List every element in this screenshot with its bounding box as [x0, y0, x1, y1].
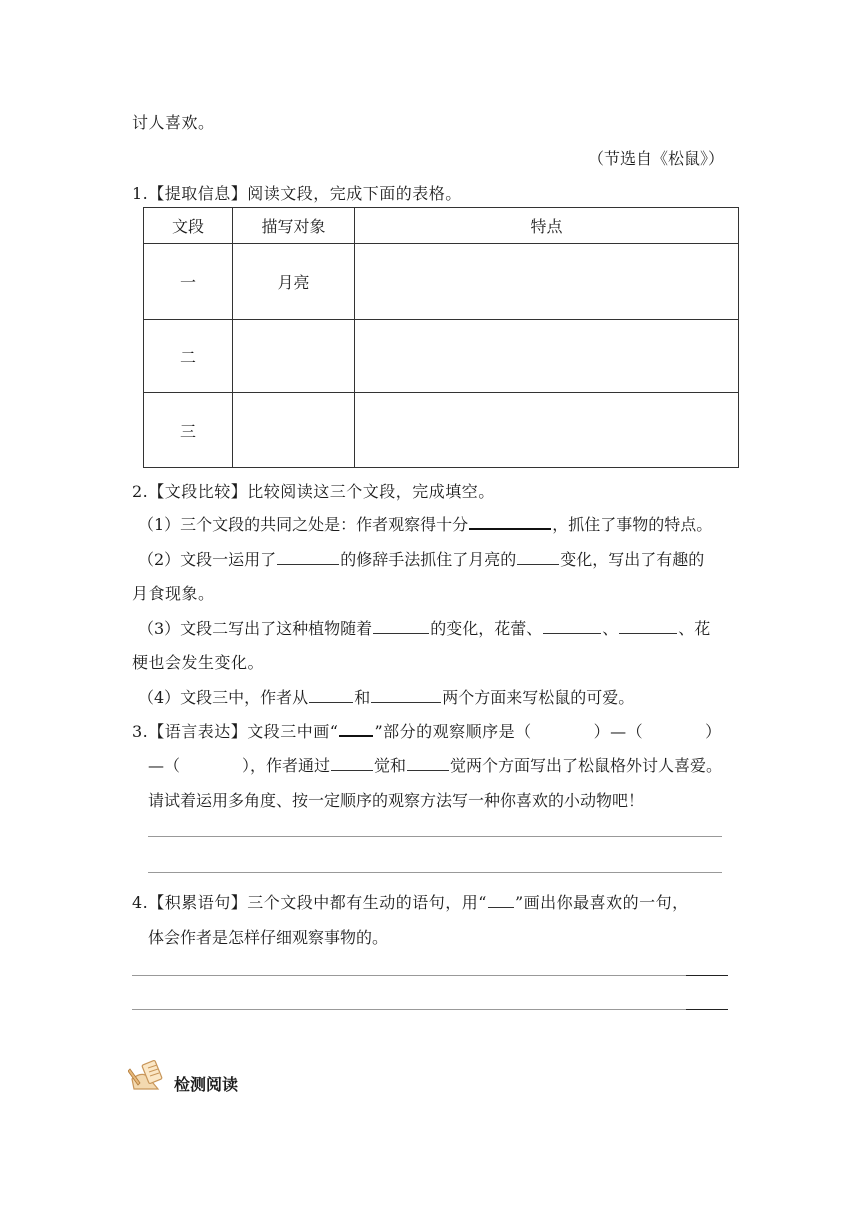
underline-sample: [488, 893, 514, 908]
intro-tail: 讨人喜欢。: [132, 113, 215, 132]
q4-line-2: 体会作者是怎样仔细观察事物的。: [148, 928, 389, 947]
q3-text: 觉和: [374, 756, 407, 775]
q2-item-3-text: 、: [602, 619, 619, 638]
blank[interactable]: [309, 688, 353, 703]
feature-table: [143, 207, 739, 468]
header-object: 描写对象: [233, 208, 355, 244]
blank[interactable]: [371, 688, 441, 703]
section-title: 检测阅读: [174, 1075, 239, 1094]
q2-item-2-text: 变化，写出了有趣的: [560, 550, 705, 569]
cell-segment: 一: [144, 244, 233, 320]
q2-item-1-text: ，抓住了事物的特点。: [552, 515, 713, 534]
q3-line-2: [148, 753, 722, 776]
q2-item-3-text: （3）文段二写出了这种植物随着: [138, 619, 373, 638]
book-pencil-icon: [128, 1059, 168, 1095]
cell-feature[interactable]: [355, 320, 739, 393]
cell-object[interactable]: [233, 320, 355, 393]
header-segment: 文段: [144, 208, 233, 244]
q4-text: ”画出你最喜欢的一句，: [514, 893, 689, 912]
q2-item-4: [138, 685, 634, 708]
cell-feature[interactable]: [355, 393, 739, 468]
blank[interactable]: [543, 619, 601, 634]
blank[interactable]: [619, 619, 677, 634]
q3-line-3: 请试着运用多角度、按一定顺序的观察方法写一种你喜欢的小动物吧！: [148, 791, 645, 810]
q2-item-1: [138, 512, 712, 535]
answer-line[interactable]: [132, 1009, 686, 1010]
blank: [339, 721, 373, 737]
q3-text: ），作者通过: [242, 756, 331, 775]
q3-text: ）: [705, 722, 722, 741]
q2-item-2-text: 的修辞手法抓住了月亮的: [340, 550, 517, 569]
q2-item-3: [138, 616, 710, 639]
cell-object[interactable]: [233, 393, 355, 468]
q2-title: 2.【文段比较】比较阅读这三个文段，完成填空。: [132, 482, 495, 501]
blank[interactable]: [331, 756, 373, 771]
q2-item-4-text: 和: [354, 688, 371, 707]
q3-text: —（: [148, 756, 181, 775]
cell-feature[interactable]: [355, 244, 739, 320]
q3-text: 觉两个方面写出了松鼠格外讨人喜爱。: [450, 756, 723, 775]
blank[interactable]: [469, 514, 551, 530]
q2-item-4-text: （4）文段三中，作者从: [138, 688, 309, 707]
cell-object: 月亮: [233, 244, 355, 320]
cell-segment: 二: [144, 320, 233, 393]
blank[interactable]: [277, 550, 339, 565]
q2-item-3-text: 的变化，花蕾、: [430, 619, 543, 638]
q4-text: 4.【积累语句】三个文段中都有生动的语句，用“: [132, 893, 487, 912]
q2-item-1-text: （1）三个文段的共同之处是：作者观察得十分: [138, 515, 469, 534]
q3-text: ）—（: [593, 722, 644, 741]
source-citation: （节选自《松鼠》）: [587, 149, 724, 168]
blank[interactable]: [407, 756, 449, 771]
answer-line[interactable]: [148, 836, 722, 837]
table-row: [144, 320, 739, 393]
answer-line-end: [686, 975, 728, 976]
blank[interactable]: [517, 550, 559, 565]
cell-segment: 三: [144, 393, 233, 468]
answer-line-end: [686, 1009, 728, 1010]
q3-line-1: [132, 719, 722, 742]
q3-text: 3.【语言表达】文段三中画“: [132, 722, 339, 741]
blank[interactable]: [373, 619, 429, 634]
answer-line[interactable]: [132, 975, 686, 976]
answer-line[interactable]: [148, 872, 722, 873]
q2-item-4-text: 两个方面来写松鼠的可爱。: [442, 688, 635, 707]
q2-item-3-text: 、花: [678, 619, 711, 638]
q2-item-2: [138, 547, 704, 570]
section-heading: [128, 1058, 238, 1095]
header-feature: 特点: [355, 208, 739, 244]
q3-text: ”部分的观察顺序是（: [374, 722, 532, 741]
q1-title: 1.【提取信息】阅读文段，完成下面的表格。: [132, 184, 462, 203]
q4-line-1: [132, 890, 689, 913]
q2-item-3-cont: 梗也会发生变化。: [132, 653, 265, 672]
table-header-row: [144, 208, 739, 244]
q2-item-2-text: （2）文段一运用了: [138, 550, 277, 569]
table-row: [144, 244, 739, 320]
q2-item-2-cont: 月食现象。: [132, 584, 215, 603]
table-row: [144, 393, 739, 468]
